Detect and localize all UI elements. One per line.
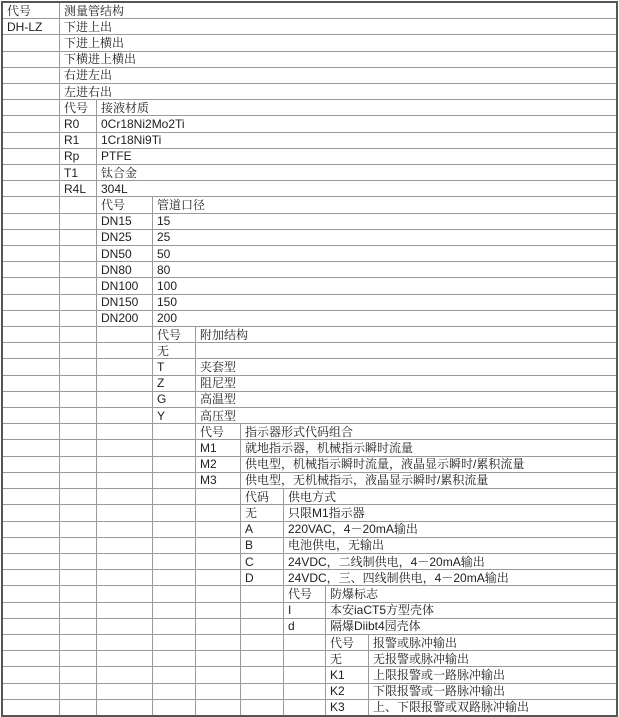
indent-cell bbox=[97, 473, 153, 488]
indent-cell bbox=[3, 424, 60, 439]
table-row-wetted-material bbox=[3, 116, 616, 132]
table-row-power-supply-mode bbox=[3, 570, 616, 586]
indent-cell bbox=[3, 295, 60, 310]
code-cell: DN150 bbox=[97, 295, 153, 310]
indent-cell bbox=[97, 684, 153, 699]
code-cell: K2 bbox=[326, 684, 369, 699]
code-cell: DN80 bbox=[97, 262, 153, 277]
code-cell: DN50 bbox=[97, 246, 153, 261]
table-row-alarm-pulse-output bbox=[3, 700, 616, 715]
indent-cell bbox=[153, 586, 196, 601]
description-cell: 无报警或脉冲输出 bbox=[373, 651, 470, 666]
indent-cell bbox=[153, 522, 196, 537]
indent-cell bbox=[196, 522, 241, 537]
table-row-power-supply-mode bbox=[3, 505, 616, 521]
indent-cell bbox=[60, 311, 97, 326]
description-cell: 附加结构 bbox=[200, 327, 249, 342]
indent-cell bbox=[153, 684, 196, 699]
indent-cell bbox=[3, 635, 60, 650]
description-cell: 钛合金 bbox=[101, 165, 138, 180]
indent-cell bbox=[97, 327, 153, 342]
code-cell: 代号 bbox=[3, 3, 60, 18]
indent-cell bbox=[97, 700, 153, 715]
indent-cell bbox=[241, 603, 284, 618]
table-row-pipe-diameter bbox=[3, 262, 616, 278]
table-row-pipe-diameter bbox=[3, 246, 616, 262]
code-cell: B bbox=[241, 538, 284, 553]
indent-cell bbox=[60, 489, 97, 504]
indent-cell bbox=[3, 554, 60, 569]
description-cell: 测量管结构 bbox=[64, 3, 125, 18]
description-cell: 0Cr18Ni2Mo2Ti bbox=[101, 117, 185, 132]
indent-cell bbox=[3, 311, 60, 326]
indent-cell bbox=[60, 505, 97, 520]
code-cell bbox=[3, 35, 60, 50]
description-cell: 高压型 bbox=[200, 408, 237, 423]
indent-cell bbox=[3, 619, 60, 634]
indent-cell bbox=[97, 392, 153, 407]
indent-cell bbox=[60, 295, 97, 310]
indent-cell bbox=[60, 230, 97, 245]
code-cell: 代号 bbox=[326, 635, 369, 650]
code-cell: 代号 bbox=[196, 424, 241, 439]
indent-cell bbox=[196, 684, 241, 699]
code-cell: R1 bbox=[60, 133, 97, 148]
indent-cell bbox=[3, 214, 60, 229]
indent-cell bbox=[60, 440, 97, 455]
description-cell: 下进上横出 bbox=[64, 36, 125, 50]
description-cell: 15 bbox=[157, 214, 171, 229]
indent-cell bbox=[97, 376, 153, 391]
table-row-explosion-proof-mark bbox=[3, 619, 616, 635]
table-row-alarm-pulse-output bbox=[3, 651, 616, 667]
description-cell: 接液材质 bbox=[101, 100, 150, 115]
section-header-row-wetted-material bbox=[3, 100, 616, 116]
indent-cell bbox=[60, 408, 97, 423]
code-cell: DN15 bbox=[97, 214, 153, 229]
indent-cell bbox=[60, 197, 97, 212]
indent-cell bbox=[3, 359, 60, 374]
table-row-additional-structure bbox=[3, 343, 616, 359]
indent-cell bbox=[3, 197, 60, 212]
indent-cell bbox=[3, 230, 60, 245]
indent-cell bbox=[97, 586, 153, 601]
indent-cell bbox=[60, 522, 97, 537]
code-cell: C bbox=[241, 554, 284, 569]
code-cell: R4L bbox=[60, 181, 97, 196]
code-cell: Rp bbox=[60, 149, 97, 164]
indent-cell bbox=[196, 505, 241, 520]
indent-cell bbox=[3, 408, 60, 423]
indent-cell bbox=[97, 343, 153, 358]
indent-cell bbox=[196, 700, 241, 715]
indent-cell bbox=[60, 684, 97, 699]
code-cell bbox=[3, 84, 60, 99]
code-cell: 代号 bbox=[153, 327, 196, 342]
indent-cell bbox=[97, 457, 153, 472]
indent-cell bbox=[3, 603, 60, 618]
description-cell: 100 bbox=[157, 279, 178, 294]
description-cell: 供电型，机械指示瞬时流量，液晶显示瞬时/累积流量 bbox=[245, 457, 525, 472]
indent-cell bbox=[3, 392, 60, 407]
description-cell: 电池供电，无输出 bbox=[288, 538, 385, 553]
code-cell bbox=[3, 68, 60, 83]
indent-cell bbox=[196, 554, 241, 569]
description-cell: 左进右出 bbox=[64, 84, 113, 99]
indent-cell bbox=[196, 586, 241, 601]
indent-cell bbox=[97, 424, 153, 439]
code-cell: DN25 bbox=[97, 230, 153, 245]
indent-cell bbox=[153, 554, 196, 569]
indent-cell bbox=[196, 538, 241, 553]
indent-cell bbox=[153, 473, 196, 488]
code-cell: M1 bbox=[196, 440, 241, 455]
indent-cell bbox=[60, 700, 97, 715]
description-cell: 供电方式 bbox=[288, 489, 337, 504]
description-cell: 防爆标志 bbox=[330, 586, 379, 601]
indent-cell bbox=[3, 181, 60, 196]
indent-cell bbox=[60, 278, 97, 293]
code-cell: Y bbox=[153, 408, 196, 423]
indent-cell bbox=[3, 473, 60, 488]
model-selection-table bbox=[1, 1, 618, 717]
description-cell: 80 bbox=[157, 262, 171, 277]
indent-cell bbox=[60, 554, 97, 569]
code-cell: M3 bbox=[196, 473, 241, 488]
indent-cell bbox=[153, 635, 196, 650]
indent-cell bbox=[97, 408, 153, 423]
indent-cell bbox=[60, 586, 97, 601]
indent-cell bbox=[3, 505, 60, 520]
code-cell: I bbox=[284, 603, 326, 618]
indent-cell bbox=[3, 538, 60, 553]
description-cell: 供电型，无机械指示，液晶显示瞬时/累积流量 bbox=[245, 473, 489, 488]
indent-cell bbox=[60, 392, 97, 407]
indent-cell bbox=[241, 586, 284, 601]
indent-cell bbox=[97, 554, 153, 569]
indent-cell bbox=[97, 635, 153, 650]
indent-cell bbox=[153, 603, 196, 618]
table-row-pipe-diameter bbox=[3, 295, 616, 311]
table-row-indicator-type-code bbox=[3, 473, 616, 489]
table-row-measuring-tube-structure bbox=[3, 19, 616, 35]
indent-cell bbox=[3, 278, 60, 293]
indent-cell bbox=[196, 651, 241, 666]
indent-cell bbox=[3, 149, 60, 164]
table-row-measuring-tube-structure bbox=[3, 84, 616, 100]
indent-cell bbox=[3, 651, 60, 666]
indent-cell bbox=[97, 538, 153, 553]
code-cell: 无 bbox=[153, 343, 196, 358]
indent-cell bbox=[153, 538, 196, 553]
description-cell: 下横进上横出 bbox=[64, 52, 137, 67]
code-cell: T1 bbox=[60, 165, 97, 180]
indent-cell bbox=[97, 359, 153, 374]
indent-cell bbox=[97, 570, 153, 585]
indent-cell bbox=[3, 100, 60, 115]
description-cell: 指示器形式代码组合 bbox=[245, 424, 354, 439]
indent-cell bbox=[3, 700, 60, 715]
indent-cell bbox=[60, 246, 97, 261]
indent-cell bbox=[60, 570, 97, 585]
indent-cell bbox=[3, 586, 60, 601]
indent-cell bbox=[60, 619, 97, 634]
description-cell: 下限报警或一路脉冲输出 bbox=[373, 684, 506, 699]
indent-cell bbox=[3, 440, 60, 455]
indent-cell bbox=[196, 489, 241, 504]
code-cell: DH-LZ bbox=[3, 19, 60, 34]
table-row-wetted-material bbox=[3, 133, 616, 149]
indent-cell bbox=[284, 667, 326, 682]
description-cell: 报警或脉冲输出 bbox=[373, 635, 458, 650]
description-cell: 24VDC，三、四线制供电，4－20mA输出 bbox=[288, 570, 509, 585]
indent-cell bbox=[3, 133, 60, 148]
indent-cell bbox=[60, 538, 97, 553]
code-cell: DN200 bbox=[97, 311, 153, 326]
indent-cell bbox=[60, 603, 97, 618]
description-cell bbox=[196, 343, 616, 358]
code-cell: R0 bbox=[60, 116, 97, 131]
code-cell: T bbox=[153, 359, 196, 374]
indent-cell bbox=[97, 489, 153, 504]
table-row-pipe-diameter bbox=[3, 311, 616, 327]
description-cell: PTFE bbox=[101, 149, 132, 164]
indent-cell bbox=[153, 489, 196, 504]
table-row-wetted-material bbox=[3, 165, 616, 181]
table-row-additional-structure bbox=[3, 408, 616, 424]
indent-cell bbox=[153, 700, 196, 715]
indent-cell bbox=[3, 570, 60, 585]
indent-cell bbox=[3, 457, 60, 472]
description-cell: 25 bbox=[157, 230, 171, 245]
section-header-row-explosion-proof-mark bbox=[3, 586, 616, 602]
indent-cell bbox=[97, 667, 153, 682]
indent-cell bbox=[60, 359, 97, 374]
section-header-row-additional-structure bbox=[3, 327, 616, 343]
indent-cell bbox=[3, 343, 60, 358]
indent-cell bbox=[3, 522, 60, 537]
description-cell: 管道口径 bbox=[157, 198, 206, 213]
description-cell: 隔爆Diibt4园壳体 bbox=[330, 619, 421, 634]
code-cell: 代号 bbox=[60, 100, 97, 115]
description-cell: 150 bbox=[157, 295, 178, 310]
table-row-additional-structure bbox=[3, 359, 616, 375]
indent-cell bbox=[97, 603, 153, 618]
indent-cell bbox=[3, 116, 60, 131]
table-row-indicator-type-code bbox=[3, 440, 616, 456]
indent-cell bbox=[3, 489, 60, 504]
code-cell: DN100 bbox=[97, 278, 153, 293]
indent-cell bbox=[241, 651, 284, 666]
indent-cell bbox=[60, 327, 97, 342]
indent-cell bbox=[284, 651, 326, 666]
code-cell: K1 bbox=[326, 667, 369, 682]
indent-cell bbox=[60, 473, 97, 488]
indent-cell bbox=[241, 635, 284, 650]
code-cell: 无 bbox=[326, 651, 369, 666]
indent-cell bbox=[60, 667, 97, 682]
indent-cell bbox=[153, 424, 196, 439]
indent-cell bbox=[3, 376, 60, 391]
indent-cell bbox=[97, 505, 153, 520]
description-cell: 阻尼型 bbox=[200, 376, 237, 391]
indent-cell bbox=[284, 700, 326, 715]
code-cell: K3 bbox=[326, 700, 369, 715]
description-cell: 就地指示器，机械指示瞬时流量 bbox=[245, 441, 414, 456]
indent-cell bbox=[3, 165, 60, 180]
table-row-power-supply-mode bbox=[3, 538, 616, 554]
indent-cell bbox=[153, 440, 196, 455]
section-header-row-power-supply-mode bbox=[3, 489, 616, 505]
table-row-measuring-tube-structure bbox=[3, 35, 616, 51]
table-row-alarm-pulse-output bbox=[3, 667, 616, 683]
code-cell: A bbox=[241, 522, 284, 537]
section-header-row-indicator-type-code bbox=[3, 424, 616, 440]
description-cell: 50 bbox=[157, 246, 171, 261]
section-header-row-pipe-diameter bbox=[3, 197, 616, 213]
indent-cell bbox=[284, 684, 326, 699]
indent-cell bbox=[3, 246, 60, 261]
code-cell: 代号 bbox=[284, 586, 326, 601]
code-cell: 代号 bbox=[97, 197, 153, 212]
table-row-measuring-tube-structure bbox=[3, 68, 616, 84]
section-header-row-alarm-pulse-output bbox=[3, 635, 616, 651]
code-cell: d bbox=[284, 619, 326, 634]
table-row-power-supply-mode bbox=[3, 554, 616, 570]
indent-cell bbox=[241, 667, 284, 682]
indent-cell bbox=[196, 667, 241, 682]
description-cell: 高温型 bbox=[200, 392, 237, 407]
indent-cell bbox=[97, 619, 153, 634]
indent-cell bbox=[196, 635, 241, 650]
indent-cell bbox=[60, 424, 97, 439]
description-cell: 下进上出 bbox=[64, 19, 113, 34]
table-row-wetted-material bbox=[3, 181, 616, 197]
table-row-additional-structure bbox=[3, 376, 616, 392]
description-cell: 304L bbox=[101, 181, 128, 196]
code-cell: 代码 bbox=[241, 489, 284, 504]
description-cell: 只限M1指示器 bbox=[288, 505, 365, 520]
indent-cell bbox=[153, 667, 196, 682]
table-row-power-supply-mode bbox=[3, 522, 616, 538]
description-cell: 200 bbox=[157, 311, 178, 326]
indent-cell bbox=[60, 651, 97, 666]
table-row-pipe-diameter bbox=[3, 278, 616, 294]
description-cell: 本安iaCT5方型壳体 bbox=[330, 603, 435, 618]
code-cell: Z bbox=[153, 376, 196, 391]
section-header-row-measuring-tube-structure bbox=[3, 3, 616, 19]
indent-cell bbox=[241, 619, 284, 634]
description-cell: 夹套型 bbox=[200, 360, 237, 375]
description-cell: 24VDC，二线制供电，4－20mA输出 bbox=[288, 554, 485, 569]
indent-cell bbox=[196, 570, 241, 585]
indent-cell bbox=[60, 343, 97, 358]
indent-cell bbox=[60, 214, 97, 229]
code-cell: M2 bbox=[196, 457, 241, 472]
indent-cell bbox=[97, 651, 153, 666]
indent-cell bbox=[60, 376, 97, 391]
indent-cell bbox=[60, 262, 97, 277]
indent-cell bbox=[196, 603, 241, 618]
indent-cell bbox=[3, 667, 60, 682]
indent-cell bbox=[284, 635, 326, 650]
code-cell bbox=[3, 52, 60, 67]
table-row-explosion-proof-mark bbox=[3, 603, 616, 619]
indent-cell bbox=[3, 262, 60, 277]
table-row-pipe-diameter bbox=[3, 230, 616, 246]
indent-cell bbox=[60, 457, 97, 472]
code-cell: 无 bbox=[241, 505, 284, 520]
description-cell: 220VAC，4－20mA输出 bbox=[288, 522, 418, 537]
indent-cell bbox=[153, 457, 196, 472]
indent-cell bbox=[153, 651, 196, 666]
table-row-alarm-pulse-output bbox=[3, 684, 616, 700]
indent-cell bbox=[241, 700, 284, 715]
table-row-wetted-material bbox=[3, 149, 616, 165]
code-cell: G bbox=[153, 392, 196, 407]
indent-cell bbox=[241, 684, 284, 699]
indent-cell bbox=[153, 619, 196, 634]
table-row-indicator-type-code bbox=[3, 457, 616, 473]
description-cell: 上、下限报警或双路脉冲输出 bbox=[373, 700, 530, 715]
indent-cell bbox=[3, 684, 60, 699]
table-row-additional-structure bbox=[3, 392, 616, 408]
indent-cell bbox=[60, 635, 97, 650]
indent-cell bbox=[97, 440, 153, 455]
code-cell: D bbox=[241, 570, 284, 585]
indent-cell bbox=[153, 570, 196, 585]
description-cell: 上限报警或一路脉冲输出 bbox=[373, 667, 506, 682]
description-cell: 右进左出 bbox=[64, 68, 113, 83]
table-row-measuring-tube-structure bbox=[3, 52, 616, 68]
indent-cell bbox=[3, 327, 60, 342]
indent-cell bbox=[97, 522, 153, 537]
table-row-pipe-diameter bbox=[3, 214, 616, 230]
description-cell: 1Cr18Ni9Ti bbox=[101, 133, 162, 148]
indent-cell bbox=[196, 619, 241, 634]
indent-cell bbox=[153, 505, 196, 520]
